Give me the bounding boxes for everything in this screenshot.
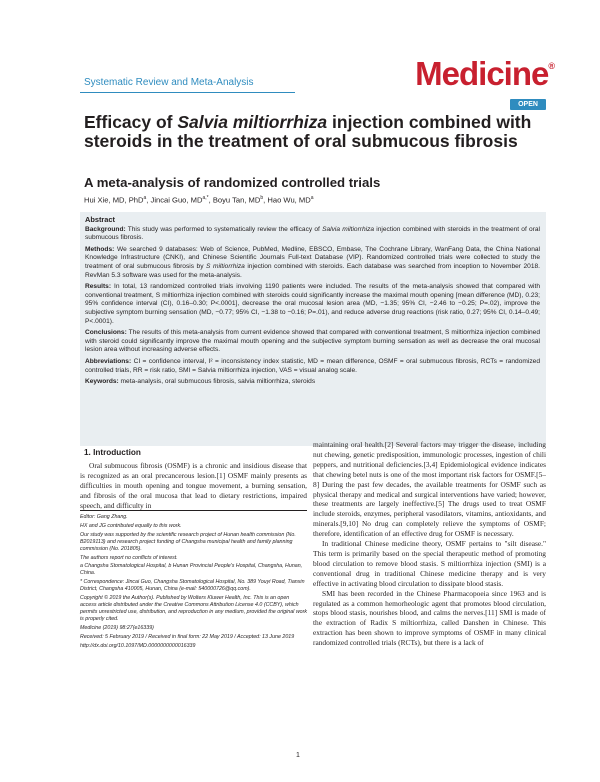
- author-list: Hui Xie, MD, PhD$^a$, Jincai Guo, $MD^{a,*}$, Boyu Tan, $MD^b$, Hao Wu, $MD^a$: [84, 195, 314, 205]
- footnote-divider: [80, 510, 307, 511]
- article-subtitle: A meta-analysis of randomized controlled trials: [84, 175, 381, 190]
- footnote-conflicts: The authors report no conflicts of interest.: [80, 554, 178, 561]
- footnote-affiliations: a Changsha Stomatological Hospital, b Hunan Provincial People's Hospital, Changsha, Hunan, China.: [80, 563, 303, 577]
- right-para-1: maintaining oral health.[2] Several factors may trigger the disease, including nut chewing, genetic predisposition, immunologic processes, ingestion of chili peppers, and nutritional deficiencies.[3,4] Epidemiological evidence indicates that chewing betel nuts is one of the most important risk factors for OSMF.[5–8] During the past few decades, the available treatments for OSMF such as physical therapy and medical and surgical interventions have varied; however, these treatments are largely ineffective.[5] The drugs used to treat OSMF include steroids, enzymes, peripheral vasodilators, vitamins, antioxidants, and minerals.[9,10] No drug can completely relieve the symptoms of OSMF; therefore, identification of an effective drug for OSMF is necessary.: [313, 440, 546, 539]
- section-label: Systematic Review and Meta-Analysis: [84, 77, 254, 88]
- abbreviations-label: Abbreviations:: [85, 357, 132, 365]
- title-text-1: Efficacy of: [84, 112, 178, 132]
- author-1: Hui Xie, MD, PhD: [84, 195, 144, 205]
- journal-logo-text: Medicine: [415, 55, 549, 92]
- title-species: Salvia miltiorrhiza: [177, 112, 328, 132]
- keywords-label: Keywords:: [85, 378, 119, 386]
- background-text-a: This study was performed to systematically review the efficacy of: [125, 225, 323, 233]
- title-text-2: injection combined with steroids in the treatment of oral submucous fibrosis: [84, 112, 532, 151]
- open-access-badge: OPEN: [510, 99, 546, 110]
- abstract-heading: Abstract: [85, 215, 115, 224]
- footnote-funding: Our study was supported by the scientific research project of Hunan health commission (No. B2019113) and research project funding of Changsha municipal health and family planning commission (No. 201805).: [80, 531, 296, 552]
- author-4-aff: a: [310, 195, 314, 201]
- footnote-correspondence: * Correspondence: Jincai Guo, Changsha Stomatological Hospital, No. 389 Youyi Road, Tianxin District, Changsha 410005, Hunan, China (e-mail: 540000726@qq.com).: [80, 579, 305, 593]
- right-para-2: In traditional Chinese medicine theory, OSMF pertains to "silt disease." This term is primarily based on the special therapeutic method of promoting blood circulation to remove blood stasis. S miltiorrhiza injection (SMI) is a conventional drug in traditional Chinese medicine therapy and is very effective in activating blood circulation to dissipate blood stasis.: [313, 539, 546, 588]
- footnote-doi: http://dx.doi.org/10.1097/MD.0000000000016339: [80, 642, 196, 649]
- footnotes: [80, 514, 307, 651]
- abstract-conclusions: [85, 329, 540, 355]
- keywords-text: meta-analysis, oral submucous fibrosis, salvia miltiorrhiza, steroids: [118, 378, 316, 386]
- background-text-b: injection combined with steroids in the treatment of oral submucous fibrosis.: [85, 225, 540, 242]
- abstract-keywords: [85, 378, 540, 387]
- author-3-aff: b: [260, 195, 264, 201]
- author-2: Jincai Guo, MD: [150, 195, 203, 205]
- right-para-3: SMI has been recorded in the Chinese Pharmacopoeia since 1963 and is regulated as a common hemorheologic agent that promotes blood circulation, stops blood stasis, nourishes blood, and calms the nerves.[11] SMI is made of the extraction of Radix S miltiorrhiza, called Danshen in Chinese. This extraction has been shown to improve symptoms of OSMF in many clinical randomized controlled trials (RCTs), but there is a lack of: [313, 588, 546, 648]
- intro-heading: 1. Introduction: [84, 448, 141, 457]
- journal-logo: [415, 55, 554, 93]
- methods-text-a: We searched 9 databases: Web of Science, PubMed, Medline, EBSCO, Embase, The Cochrane Library, WanFang Data, the China National Knowledge Infrastructure (CNKI), and Chinese Scientific Journals Full-text Database (VIP). Randomized controlled trials were collected to study the treatment of oral submucous fibrosis by: [85, 245, 540, 270]
- abstract-background: [85, 226, 540, 243]
- results-text: In total, 13 randomized controlled trials involving 1190 patients were included. The results of the meta-analysis showed that compared with conventional treatment, S miltiorrhiza injection combined with steroids could significantly increase the maximal mouth opening [mean difference (MD), 0.23; 95% confidence interval (CI), 0.16–0.30; P<.0001], decrease the oral mucosal lesion area (MD, −1.35; 95% CI, −2.46 to −0.25; P=.02), improve the subjective symptom burning sensation (MD, −0.77; 95% CI, −1.38 to −0.16; P=.01), and reduce adverse drug reactions (risk ratio, 0.27; 95% CI, 0.14–0.49; P<.0001).: [85, 283, 540, 325]
- methods-text-b: injection combined with steroids. Each database was searched from inception to November 2018. RevMan 5.3 software was used for the meta-analysis.: [85, 262, 540, 279]
- author-4: Hao Wu, MD: [267, 195, 311, 205]
- author-2-aff: a,*: [202, 195, 209, 201]
- footnote-contrib: HX and JG contributed equally to this work.: [80, 522, 182, 529]
- page-number: 1: [296, 752, 300, 759]
- author-3: Boyu Tan, MD: [212, 195, 261, 205]
- registered-mark: ®: [548, 61, 554, 71]
- conclusions-label: Conclusions:: [85, 329, 127, 337]
- author-1-aff: a: [143, 195, 147, 201]
- article-title: [84, 113, 554, 151]
- abstract-methods: [85, 246, 540, 280]
- footnote-copyright: Copyright © 2019 the Author(s). Published by Wolters Kluwer Health, Inc. This is an open access article distributed under the Creative Commons Attribution License 4.0 (CCBY), which permits unrestricted use, distribution, and reproduction in any medium, provided the original work is properly cited.: [80, 595, 307, 622]
- section-divider: [80, 92, 295, 93]
- footnote-dates: Received: 5 February 2019 / Received in final form: 22 May 2019 / Accepted: 13 June 2019: [80, 633, 295, 640]
- methods-italic: S miltiorrhiza: [206, 262, 245, 270]
- abbreviations-text: CI = confidence interval, I² = inconsistency index statistic, MD = mean difference, OSMF = oral submucous fibrosis, RCTs = randomized controlled trials, RR = risk ratio, SMI = Salvia miltiorrhiza injection, VAS = visual analog scale.: [85, 357, 540, 374]
- right-column: [313, 440, 546, 648]
- abstract-box: [80, 212, 546, 446]
- methods-label: Methods:: [85, 245, 115, 253]
- results-label: Results:: [85, 283, 112, 291]
- footnote-editor: Editor: Gang Zhang.: [80, 514, 128, 520]
- conclusions-text: The results of this meta-analysis from current evidence showed that compared with conventional treatment, S miltiorrhiza injection combined with steroid could significantly improve the maximal mouth opening and the subjective symptom burning sensation as well as decrease the oral mucosal lesion area without increasing adverse effects.: [85, 329, 540, 354]
- background-label: Background:: [85, 225, 126, 233]
- intro-para-1: Oral submucous fibrosis (OSMF) is a chronic and insidious disease that is recognized as an oral precancerous lesion.[1] OSMF mainly presents as difficulties in mouth opening and tongue movement, a burning sensation, and fibrosis of the oral mucosa that lead to dietary restrictions, impaired speech, and difficulty in: [80, 461, 307, 510]
- intro-paragraph: [80, 461, 307, 511]
- abstract-abbreviations: [85, 358, 540, 375]
- background-italic: Salvia miltiorrhiza: [322, 225, 375, 233]
- footnote-citation: Medicine (2019) 98:27(e16339): [80, 624, 154, 631]
- abstract-results: [85, 283, 540, 326]
